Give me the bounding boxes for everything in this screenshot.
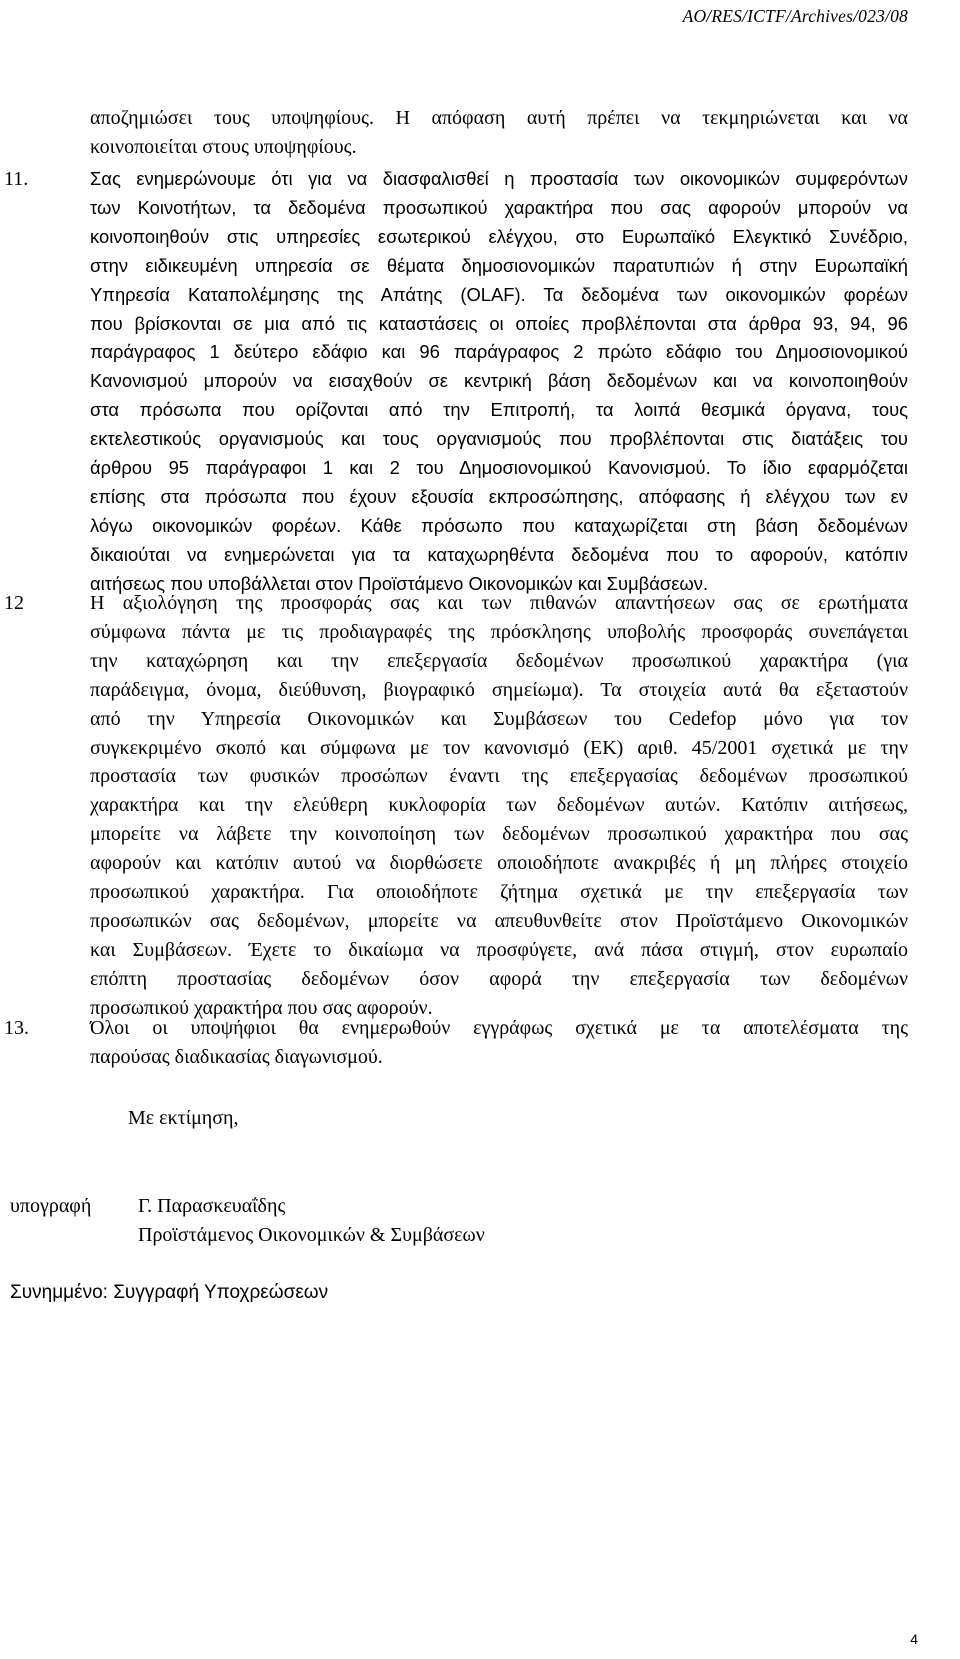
text-line: στα πρόσωπα που ορίζονται από την Επιτροπή, τα λοιπά θεσμικά όργανα, τους	[90, 399, 908, 421]
text-line: παράγραφος 1 δεύτερο εδάφιο και 96 παράγραφος 2 πρώτο εδάφιο του Δημοσιονομικού	[90, 341, 908, 363]
page-number: 4	[910, 1631, 918, 1647]
item-12-paragraph	[90, 589, 908, 1023]
text-line: την καταχώρηση και την επεξεργασία δεδομένων προσωπικού χαρακτήρα (για	[90, 649, 908, 672]
text-line: στην ειδικευμένη υπηρεσία σε θέματα δημοσιονομικών παρατυπιών ή στην Ευρωπαϊκή	[90, 254, 908, 276]
paragraph-continuation	[90, 104, 908, 162]
text-line: επίσης στα πρόσωπα που έχουν εξουσία εκπροσώπησης, απόφασης ή ελέγχου των εν	[90, 485, 908, 507]
text-line: από την Υπηρεσία Οικονομικών και Συμβάσεων του Cedefop μόνο για τον	[90, 707, 908, 730]
text-line: που βρίσκονται σε μια από τις καταστάσεις οι οποίες προβλέπονται στα άρθρα 93, 94, 96	[90, 312, 908, 334]
text-line: προσωπικού χαρακτήρα. Για οποιοδήποτε ζήτημα σχετικά με την επεξεργασία των	[90, 881, 908, 904]
signature-label: υπογραφή	[10, 1195, 92, 1217]
text-line: Σας ενημερώνουμε ότι για να διασφαλισθεί η προστασία των οικονομικών συμφερόντων	[90, 168, 908, 189]
text-line: επόπτη προστασίας δεδομένων όσον αφορά την επεξεργασία των δεδομένων	[90, 967, 908, 990]
text-line: κοινοποιείται στους υποψηφίους.	[90, 135, 357, 158]
item-11-paragraph	[90, 165, 908, 599]
text-line: αιτήσεως που υποβάλλεται στον Προϊστάμενο Οικονομικών και Συμβάσεων.	[90, 572, 709, 594]
item-13-number: 13.	[4, 1017, 29, 1039]
text-line: Υπηρεσία Καταπολέμησης της Απάτης (OLAF). Τα δεδομένα των οικονομικών φορέων	[90, 283, 908, 305]
text-line: παρούσας διαδικασίας διαγωνισμού.	[90, 1045, 383, 1068]
text-line: συγκεκριμένο σκοπό και σύμφωνα με τον κανονισμό (ΕΚ) αριθ. 45/2001 σχετικά με την	[90, 736, 908, 759]
text-line: λόγω οικονομικών φορέων. Κάθε πρόσωπο που καταχωρίζεται στη βάση δεδομένων	[90, 514, 908, 536]
text-line: Όλοι οι υποψήφιοι θα ενημερωθούν εγγράφως σχετικά με τα αποτελέσματα της	[90, 1017, 908, 1039]
text-line: προσωπικού χαρακτήρα που σας αφορούν.	[90, 996, 433, 1019]
item-13-paragraph	[90, 1014, 908, 1072]
text-line: αφορούν και κατόπιν αυτού να διορθώσετε οποιοδήποτε ανακριβές ή μη πλήρες στοιχείο	[90, 852, 908, 875]
text-line: μπορείτε να λάβετε την κοινοποίηση των δεδομένων προσωπικού χαρακτήρα που σας	[90, 823, 908, 846]
document-reference: AO/RES/ICTF/Archives/023/08	[682, 6, 908, 26]
text-line: Η αξιολόγηση της προσφοράς σας και των πιθανών απαντήσεων σας σε ερωτήματα	[90, 592, 908, 614]
text-line: δικαιούται να ενημερώνεται για τα καταχωρηθέντα δεδομένα που το αφορούν, κατόπιν	[90, 543, 908, 565]
text-line: των Κοινοτήτων, τα δεδομένα προσωπικού χαρακτήρα που σας αφορούν μπορούν να	[90, 196, 908, 218]
text-line: παράδειγμα, όνομα, διεύθυνση, βιογραφικό σημείωμα). Τα στοιχεία αυτά θα εξεταστούν	[90, 678, 908, 701]
text-line: Κανονισμού μπορούν να εισαχθούν σε κεντρική βάση δεδομένων και να κοινοποιηθούν	[90, 370, 908, 392]
text-line: προσωπικών σας δεδομένων, μπορείτε να απευθυνθείτε στον Προϊστάμενο Οικονομικών	[90, 909, 908, 932]
text-line: εκτελεστικούς οργανισμούς και τους οργανισμούς που προβλέπονται στις διατάξεις του	[90, 428, 908, 450]
text-line: σύμφωνα πάντα με τις προδιαγραφές της πρόσκλησης υποβολής προσφοράς συνεπάγεται	[90, 620, 908, 643]
item-12-number: 12	[4, 592, 24, 614]
text-line: αποζημιώσει τους υποψηφίους. Η απόφαση αυτή πρέπει να τεκμηριώνεται και να	[90, 107, 908, 129]
attachment-note: Συνημμένο: Συγγραφή Υποχρεώσεων	[10, 1282, 329, 1303]
text-line: άρθρου 95 παράγραφοι 1 και 2 του Δημοσιονομικού Κανονισμού. Το ίδιο εφαρμόζεται	[90, 457, 908, 479]
closing-greeting: Με εκτίμηση,	[128, 1107, 239, 1129]
text-line: χαρακτήρα και την ελεύθερη κυκλοφορία των δεδομένων αυτών. Κατόπιν αιτήσεως,	[90, 794, 908, 817]
item-11-number: 11.	[4, 168, 29, 190]
text-line: και Συμβάσεων. Έχετε το δικαίωμα να προσφύγετε, ανά πάσα στιγμή, στον ευρωπαίο	[90, 938, 908, 961]
text-line: προστασία των φυσικών προσώπων έναντι της επεξεργασίας δεδομένων προσωπικού	[90, 765, 908, 788]
signatory-name: Γ. Παρασκευαΐδης	[138, 1195, 286, 1217]
text-line: κοινοποιηθούν στις υπηρεσίες εσωτερικού ελέγχου, στο Ευρωπαϊκό Ελεγκτικό Συνέδριο,	[90, 225, 908, 247]
signatory-title: Προϊστάμενος Οικονομικών & Συμβάσεων	[138, 1224, 485, 1246]
